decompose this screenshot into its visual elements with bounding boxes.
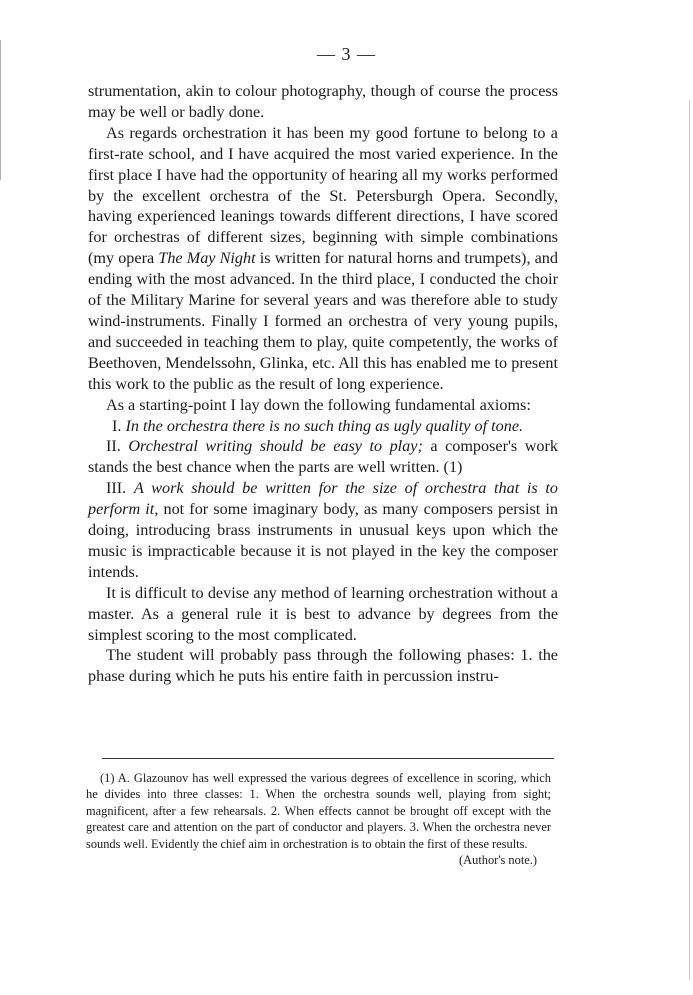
footnote-signature: (Author's note.) — [459, 853, 537, 868]
axiom-rest: a composer's work stands the best chance when the parts are well written. (1) — [88, 437, 558, 477]
paragraph-phases: The student will probably pass through the following phases: 1. the phase during which he puts his entire faith in percussion instru- — [88, 646, 558, 686]
paragraph-continued: strumentation, akin to colour photography, though of course the process may be well or badly done. — [88, 82, 558, 121]
footnote-divider — [102, 758, 554, 759]
paragraph-method: It is difficult to devise any method of learning orchestration without a master. As a general rule it is best to advance by degrees from the simplest scoring to the most complicated. — [88, 583, 558, 644]
axiom-text: A work should be written for the size of orchestra that is to perform it, — [88, 479, 558, 519]
body-text — [88, 81, 558, 687]
scan-edge-right — [689, 100, 690, 980]
axiom-3 — [88, 478, 558, 583]
paragraph-orchestration-experience — [88, 123, 558, 395]
axiom-text: In the orchestra there is no such thing as ugly quality of tone. — [125, 416, 524, 435]
footnote — [86, 770, 551, 868]
axiom-number: III. — [106, 479, 127, 498]
axiom-number: II. — [106, 437, 121, 456]
axiom-1 — [88, 416, 558, 437]
paragraph-axioms-intro: As a starting-point I lay down the following fundamental axioms: — [106, 395, 531, 414]
axiom-text: Orchestral writing should be easy to play; — [128, 437, 423, 456]
page-number: — 3 — — [317, 44, 376, 64]
axiom-number: I. — [112, 416, 122, 435]
footnote-text: (1) A. Glazounov has well expressed the various degrees of excellence in scoring, which he divides into three classes: 1. When the orchestra sounds well, playing from sight; magnificent, after a few rehearsals. 2. When effects cannot be brought off except with the greatest care and attention on the part of conductor and players. 3. When the orchestra never sounds well. Evidently the chief aim in orchestration is to obtain the first of these results. — [86, 771, 551, 851]
paragraph-text: As regards orchestration it has been my good fortune to belong to a first-rate school, and I have acquired the most varied experience. In the first place I have had the opportunity of hearing all my works performed by the excellent orchestra of the St. Petersburgh Opera. Secondly, having experienced leanings towards different directions, I have scored for orchestras of different sizes, beginning with simple combinations (my opera — [88, 123, 558, 268]
axiom-rest: not for some imaginary body, as many composers persist in doing, introducing brass instruments in unusual keys upon which the music is impracticable because it is not played in the key the composer intends. — [88, 500, 558, 581]
opera-title: The May Night — [158, 249, 256, 268]
paragraph-text: is written for natural horns and trumpets), and ending with the most advanced. In the third place, I conducted the choir of the Military Marine for several years and was therefore able to study wind-instruments. Finally I formed an orchestra of very young pupils, and succeeded in teaching them to play, quite competently, the works of Beethoven, Mendelssohn, Glinka, etc. All this has enabled me to present this work to the public as the result of long experience. — [88, 249, 558, 393]
axiom-2 — [88, 436, 558, 478]
